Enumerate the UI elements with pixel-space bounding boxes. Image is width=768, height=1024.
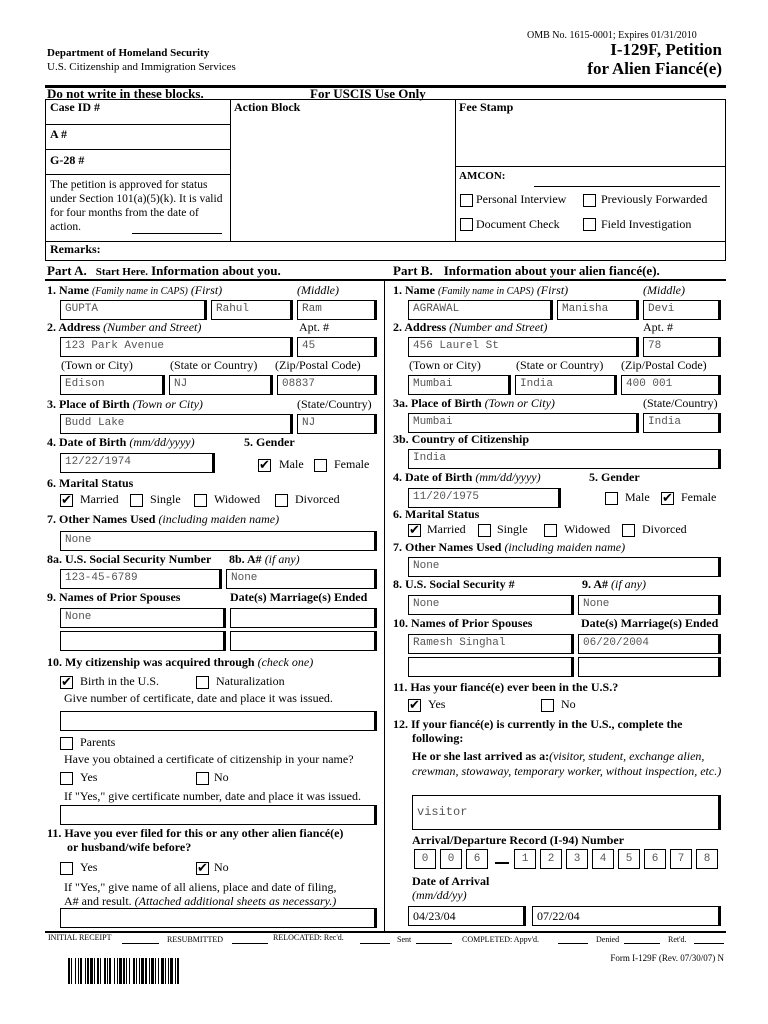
a-if-yes-aliens-text: If "Yes," give name of all aliens, place and date of filing, (64, 880, 337, 894)
field-investigation-label: Field Investigation (601, 217, 692, 231)
a-female-checkbox[interactable] (314, 459, 327, 472)
a-birth-state-field[interactable]: NJ (297, 414, 377, 434)
a-q3-label: 3. Place of Birth (Town or City) (47, 397, 203, 411)
a-q1-label: 1. Name (Family name in CAPS) (First) (47, 283, 223, 297)
for-uscis-use: For USCIS Use Only (310, 86, 426, 101)
barcode-bar (94, 958, 95, 984)
b-q3b-label: 3b. Country of Citizenship (393, 432, 530, 446)
a-filed-yes-checkbox[interactable] (60, 862, 73, 875)
b-q4-label: 4. Date of Birth (mm/dd/yyyy) (393, 470, 541, 484)
a-zip-label: (Zip/Postal Code) (275, 358, 361, 372)
a-middle-label: (Middle) (297, 283, 339, 297)
barcode-bar (119, 958, 122, 984)
barcode-bar (78, 958, 79, 984)
a-state-field[interactable]: NJ (169, 375, 273, 395)
barcode-bar (114, 958, 115, 984)
a-middle-name-field[interactable]: Ram (297, 300, 377, 320)
a-parents-checkbox[interactable] (60, 737, 73, 750)
barcode-bar (165, 958, 166, 984)
barcode-bar (149, 958, 150, 984)
barcode-bar (117, 958, 118, 984)
b-i94-number-field[interactable] (412, 849, 722, 869)
b-prior-spouse-field-2[interactable] (408, 657, 574, 677)
b-street-field[interactable]: 456 Laurel St (408, 337, 639, 357)
a-single-label: Single (150, 492, 181, 506)
b-family-name-field[interactable]: AGRAWAL (408, 300, 553, 320)
b-been-no-label: No (561, 697, 576, 711)
barcode-bar (109, 958, 111, 984)
a-q5-label: 5. Gender (244, 435, 295, 449)
a-cert-details-field[interactable] (60, 805, 377, 825)
b-first-name-field[interactable]: Manisha (557, 300, 639, 320)
b-apt-field[interactable]: 78 (643, 337, 721, 357)
a-anum-field[interactable]: None (226, 569, 377, 589)
barcode-bar (85, 958, 86, 984)
barcode-bar (136, 958, 137, 984)
a-q2-label: 2. Address (Number and Street) (47, 320, 202, 334)
b-q12-line1: 12. If your fiancé(e) is currently in the U.S., complete the (393, 717, 683, 731)
a-cert-no-label: No (214, 770, 229, 784)
b-birth-state-field[interactable]: India (643, 413, 721, 433)
b-q12-line2: following: (412, 731, 464, 745)
b-prior-spouse-field-1[interactable]: Ramesh Singhal (408, 634, 574, 654)
a-parents-label: Parents (80, 735, 116, 749)
a-state-country-label: (State/Country) (297, 397, 372, 411)
a-divorced-checkbox[interactable] (275, 494, 288, 507)
denied-label: Denied (596, 935, 620, 944)
form-number: Form I-129F (Rev. 07/30/07) N (610, 953, 724, 963)
b-date-arrival-hint: (mm/dd/yy) (412, 888, 467, 902)
b-married-checkbox[interactable]: ✔ (409, 523, 420, 538)
a-apt-field[interactable]: 45 (297, 337, 377, 357)
b-prior-date-field-2[interactable] (578, 657, 721, 677)
i94-digit: 4 (592, 849, 614, 869)
b-arrived-as-text: He or she last arrived as a:(visitor, student, exchange alien, crewman, stowaway, temporary worker, without inspection, etc.) (412, 749, 722, 778)
initial-receipt-label: INITIAL RECEIPT (48, 933, 112, 942)
b-town-field[interactable]: Mumbai (408, 375, 511, 395)
a-prior-date-field-1[interactable] (230, 608, 377, 628)
sent-label: Sent (397, 935, 412, 944)
b-been-no-checkbox[interactable] (541, 699, 554, 712)
b-q9-label: 9. A# (if any) (582, 577, 647, 591)
resubmitted-label: RESUBMITTED (167, 935, 223, 944)
barcode-bar (139, 958, 140, 984)
a-q4-label: 4. Date of Birth (mm/dd/yyyy) (47, 435, 195, 449)
barcode-bar (90, 958, 93, 984)
a-filed-yes-label: Yes (80, 860, 98, 874)
barcode-bar (151, 958, 154, 984)
barcode-bar (141, 958, 144, 984)
barcode-bar (104, 958, 106, 984)
a-widowed-checkbox[interactable] (194, 494, 207, 507)
b-q10-label: 10. Names of Prior Spouses (393, 616, 533, 630)
a-street-field[interactable]: 123 Park Avenue (60, 337, 293, 357)
b-male-label: Male (625, 490, 650, 504)
barcode-bar (80, 958, 82, 984)
i94-digit: 6 (466, 849, 488, 869)
b-been-yes-label: Yes (428, 697, 446, 711)
a-number-label: A # (50, 127, 68, 141)
a-q10-label: 10. My citizenship was acquired through (check one) (47, 655, 314, 669)
fee-stamp-label: Fee Stamp (459, 100, 514, 114)
do-not-write: Do not write in these blocks. (47, 86, 204, 101)
a-cert-no-checkbox[interactable] (196, 772, 209, 785)
barcode-bar (126, 958, 127, 984)
b-town-label: (Town or City) (409, 358, 481, 372)
barcode-bar (170, 958, 173, 984)
b-q3a-label: 3a. Place of Birth (Town or City) (393, 396, 555, 410)
barcode-bar (123, 958, 125, 984)
a-other-names-field[interactable]: None (60, 531, 377, 551)
b-zip-label: (Zip/Postal Code) (621, 358, 707, 372)
a-single-checkbox[interactable] (130, 494, 143, 507)
i94-dash (495, 862, 509, 864)
a-prior-filing-field[interactable] (60, 908, 377, 928)
form-title-line1: I-129F, Petition (610, 40, 722, 59)
action-block-label: Action Block (234, 100, 301, 114)
a-prior-spouse-field-1[interactable]: None (60, 608, 226, 628)
barcode-bar (97, 958, 99, 984)
b-birth-town-field[interactable]: Mumbai (408, 413, 639, 433)
a-naturalization-checkbox[interactable] (196, 676, 209, 689)
a-birth-us-label: Birth in the U.S. (80, 674, 160, 688)
a-divorced-label: Divorced (295, 492, 340, 506)
b-prior-date-field-1[interactable]: 06/20/2004 (578, 634, 721, 654)
a-birth-us-checkbox[interactable]: ✔ (61, 675, 72, 690)
a-if-yes-cert-text: If "Yes," give certificate number, date and place it was issued. (64, 789, 361, 803)
part-a-title: Part A. Start Here. Information about you. (47, 263, 281, 278)
completed-label: COMPLETED: Appv'd. (462, 935, 540, 944)
field-investigation-checkbox[interactable] (583, 218, 596, 231)
barcode-bar (129, 958, 130, 984)
b-female-checkbox[interactable]: ✔ (662, 491, 673, 506)
a-married-checkbox[interactable]: ✔ (61, 493, 72, 508)
previously-forwarded-checkbox[interactable] (583, 194, 596, 207)
i94-digit: 3 (566, 849, 588, 869)
a-ssn-field[interactable]: 123-45-6789 (60, 569, 222, 589)
barcode-bar (133, 958, 135, 984)
remarks-label: Remarks: (50, 242, 101, 256)
b-widowed-label: Widowed (564, 522, 611, 536)
b-arrival-date-field[interactable]: 04/23/04 (408, 906, 526, 926)
a-cert-yes-label: Yes (80, 770, 98, 784)
a-first-name-field[interactable]: Rahul (211, 300, 293, 320)
a-naturalization-cert-field[interactable] (60, 711, 377, 731)
i94-digit: 2 (540, 849, 562, 869)
part-b-title: Part B. Information about your alien fiancé(e). (393, 263, 660, 278)
barcode-bar (145, 958, 147, 984)
b-divorced-label: Divorced (642, 522, 687, 536)
b-divorced-checkbox[interactable] (622, 524, 635, 537)
barcode-bar (75, 958, 76, 984)
a-apt-label: Apt. # (299, 320, 329, 334)
a-family-name-field[interactable]: GUPTA (60, 300, 207, 320)
b-ssn-field[interactable]: None (408, 595, 574, 615)
a-q11-line1: 11. Have you ever filed for this or any other alien fiancé(e) (47, 826, 344, 840)
barcode-bar (161, 958, 164, 984)
b-middle-name-field[interactable]: Devi (643, 300, 721, 320)
a-q7-label: 7. Other Names Used (including maiden name) (47, 512, 280, 526)
a-prior-date-field-2[interactable] (230, 631, 377, 651)
a-naturalization-label: Naturalization (216, 674, 285, 688)
barcode-bar (68, 958, 70, 984)
a-dob-field[interactable]: 12/22/1974 (60, 453, 215, 473)
b-q11-label: 11. Has your fiancé(e) ever been in the U.S.? (393, 680, 619, 694)
barcode-bar (168, 958, 169, 984)
g28-label: G-28 # (50, 153, 85, 167)
b-other-names-field[interactable]: None (408, 557, 721, 577)
barcode-bar (155, 958, 156, 984)
a-prior-spouse-field-2[interactable] (60, 631, 226, 651)
case-id-label: Case ID # (50, 100, 100, 114)
b-single-label: Single (497, 522, 528, 536)
retd-label: Ret'd. (668, 935, 687, 944)
b-zip-field[interactable]: 400 001 (621, 375, 721, 395)
b-male-checkbox[interactable] (605, 492, 618, 505)
b-q6-label: 6. Marital Status (393, 507, 480, 521)
b-q1-label: 1. Name (Family name in CAPS) (First) (393, 283, 569, 297)
b-single-checkbox[interactable] (478, 524, 491, 537)
i94-digit: 8 (696, 849, 718, 869)
b-female-label: Female (681, 490, 717, 504)
b-widowed-checkbox[interactable] (544, 524, 557, 537)
i94-digit: 7 (670, 849, 692, 869)
barcode-bar (107, 958, 108, 984)
a-q6-label: 6. Marital Status (47, 476, 134, 490)
approved-text: The petition is approved for status under Section 101(a)(5)(k). It is valid for four months from the date of action. (50, 179, 223, 233)
b-q10-dates-label: Date(s) Marriage(s) Ended (581, 616, 719, 630)
b-second-date-field[interactable]: 07/22/04 (532, 906, 721, 926)
barcode-bar (177, 958, 179, 984)
personal-interview-label: Personal Interview (476, 192, 567, 206)
document-check-label: Document Check (476, 217, 560, 231)
b-arrived-as-field[interactable]: visitor (412, 795, 721, 830)
i94-digit: 6 (644, 849, 666, 869)
b-middle-label: (Middle) (643, 283, 685, 297)
a-result-text: A# and result. (Attached additional sheets as necessary.) (64, 894, 337, 908)
b-i94-label: Arrival/Departure Record (I-94) Number (412, 833, 625, 847)
b-q5-label: 5. Gender (589, 470, 640, 484)
document-check-checkbox[interactable] (460, 218, 473, 231)
a-male-checkbox[interactable]: ✔ (259, 458, 270, 473)
b-date-arrival-label: Date of Arrival (412, 874, 490, 888)
b-q8-label: 8. U.S. Social Security # (393, 577, 515, 591)
barcode (68, 958, 266, 984)
a-q8b-label: 8b. A# (if any) (229, 552, 300, 566)
barcode-bar (87, 958, 89, 984)
b-q2-label: 2. Address (Number and Street) (393, 320, 548, 334)
a-cert-yes-checkbox[interactable] (60, 772, 73, 785)
b-citizenship-field[interactable]: India (408, 449, 721, 469)
dept-name: Department of Homeland Security (47, 47, 210, 59)
relocated-label: RELOCATED: Rec'd. (273, 933, 344, 942)
b-married-label: Married (427, 522, 466, 536)
barcode-bar (158, 958, 159, 984)
i94-digit: 0 (440, 849, 462, 869)
a-female-label: Female (334, 457, 370, 471)
agency-name: U.S. Citizenship and Immigration Services (47, 61, 236, 73)
previously-forwarded-label: Previously Forwarded (601, 192, 708, 206)
a-q8a-label: 8a. U.S. Social Security Number (47, 552, 212, 566)
b-apt-label: Apt. # (643, 320, 673, 334)
barcode-bar (100, 958, 101, 984)
a-male-label: Male (279, 457, 304, 471)
a-give-cert-text: Give number of certificate, date and place it was issued. (64, 691, 333, 705)
a-town-label: (Town or City) (61, 358, 133, 372)
a-state-label: (State or Country) (170, 358, 258, 372)
i94-digit: 5 (618, 849, 640, 869)
i94-digit: 0 (414, 849, 436, 869)
a-town-field[interactable]: Edison (60, 375, 165, 395)
personal-interview-checkbox[interactable] (460, 194, 473, 207)
a-birth-town-field[interactable]: Budd Lake (60, 414, 293, 434)
a-q9-dates-label: Date(s) Marriage(s) Ended (230, 590, 368, 604)
form-title-line2: for Alien Fiancé(e) (587, 59, 722, 78)
b-state-field[interactable]: India (515, 375, 617, 395)
b-anum-field[interactable]: None (578, 595, 721, 615)
b-q7-label: 7. Other Names Used (including maiden name) (393, 540, 626, 554)
a-obtained-cert-text: Have you obtained a certificate of citizenship in your name? (64, 752, 354, 766)
a-widowed-label: Widowed (214, 492, 261, 506)
a-q9-label: 9. Names of Prior Spouses (47, 590, 181, 604)
a-filed-no-checkbox[interactable]: ✔ (197, 861, 208, 876)
barcode-bar (71, 958, 72, 984)
i94-digit: 1 (514, 849, 536, 869)
a-filed-no-label: No (214, 860, 229, 874)
amcon-label: AMCON: (459, 170, 506, 182)
omb-number: OMB No. 1615-0001; Expires 01/31/2010 (527, 30, 697, 41)
a-q11-line2: or husband/wife before? (67, 840, 192, 854)
b-state-label: (State or Country) (516, 358, 604, 372)
a-zip-field[interactable]: 08837 (277, 375, 377, 395)
b-state-country-label: (State/Country) (643, 396, 718, 410)
b-dob-field[interactable]: 11/20/1975 (408, 488, 561, 508)
b-been-yes-checkbox[interactable]: ✔ (409, 698, 420, 713)
barcode-bar (175, 958, 176, 984)
a-married-label: Married (80, 492, 119, 506)
